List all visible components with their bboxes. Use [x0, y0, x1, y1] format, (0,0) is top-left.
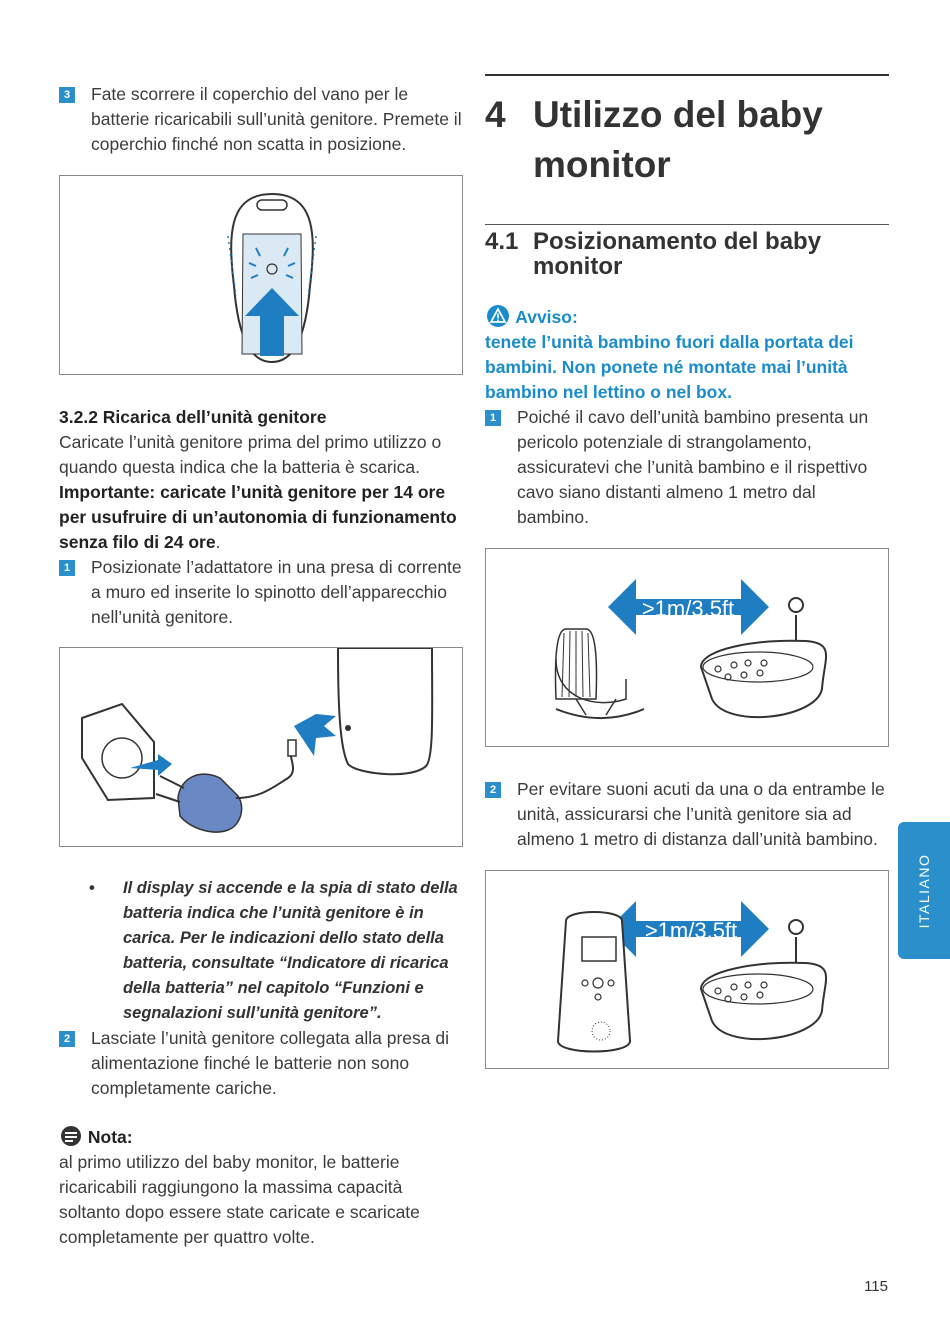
step-text: Fate scorrere il coperchio del vano per le batterie ricaricabili sull’unità genitore. Premete il coperchio finché non scatta in posizione. [91, 84, 462, 154]
step-text: Lasciate l’unità genitore collegata alla presa di alimentazione finché le batterie non sono completamente cariche. [91, 1028, 450, 1098]
step-1 [59, 555, 464, 630]
section-title: Posizionamento del baby monitor [533, 228, 822, 280]
warning-text: tenete l’unità bambino fuori dalla portata dei bambini. Non ponete né montate mai l’unità bambino nel lettino o nel box. [485, 332, 854, 402]
step-text: Per evitare suoni acuti da una o da entrambe le unità, assicurarsi che l’unità genitore sia ad almeno 1 metro di distanza dall’unità bambino. [517, 779, 885, 849]
step-1 [485, 405, 889, 530]
units-distance-figure [485, 870, 889, 1069]
chapter-number: 4 [485, 94, 506, 135]
bullet-display-info [59, 876, 464, 1026]
distance-label: >1m/3.5ft [644, 918, 738, 943]
language-tab [898, 822, 950, 959]
step-number: 2 [59, 1031, 75, 1047]
right-step-2-block [485, 777, 889, 852]
step-number: 1 [485, 410, 501, 426]
important-bold: Importante: caricate l’unità genitore per 14 ore per usufruire di un’autonomia di funzionamento senza filo di 24 ore [59, 482, 457, 552]
section-intro: Caricate l’unità genitore prima del primo utilizzo o quando questa indica che la batteria è scarica. [59, 432, 442, 477]
step-number: 3 [59, 87, 75, 103]
distance-label: >1m/3.5ft [641, 596, 735, 621]
warning-header [485, 305, 889, 330]
page-number: 115 [864, 1278, 888, 1295]
bullet-text: Il display si accende e la spia di stato della batteria indica che l’unità genitore è in carica. Per le indicazioni dello stato della batteria, consultate “Indicatore di ricarica della batteria” nel capitolo “Funzioni e segnalazioni sull’unità genitore”. [123, 879, 458, 1022]
step-2 [59, 1026, 464, 1101]
adapter-illustration [60, 648, 462, 846]
left-column [59, 82, 464, 157]
section-number: 4.1 [485, 228, 519, 255]
step-2 [485, 777, 889, 852]
left-column-lower [59, 876, 464, 1101]
step-3 [59, 82, 464, 157]
note-text: al primo utilizzo del baby monitor, le batterie ricaricabili raggiungono la massima capacità soltanto dopo essere state caricate e scaricate completamente per quattro volte. [59, 1152, 420, 1247]
step-text: Posizionate l’adattatore in una presa di corrente a muro ed inserite lo spinotto dell’apparecchio nell’unità genitore. [91, 557, 462, 627]
note-block [59, 1125, 464, 1250]
language-tab-label: ITALIANO [916, 853, 932, 928]
section-title-block [485, 229, 889, 279]
step-number: 2 [485, 782, 501, 798]
chapter-header [485, 74, 889, 190]
adapter-figure [59, 647, 463, 847]
chapter-title: Utilizzo del baby monitor [533, 94, 823, 185]
step-text: Poiché il cavo dell’unità bambino presenta un pericolo potenziale di strangolamento, assicuratevi che l’unità bambino e il rispettivo cavo siano distanti almeno 1 metro dal bambino. [517, 407, 869, 527]
step-number: 1 [59, 560, 75, 576]
units-distance-illustration [486, 871, 888, 1068]
bullet-mark: • [89, 879, 95, 897]
important-note [59, 480, 464, 555]
note-label: Nota: [87, 1127, 133, 1147]
warning-block [485, 305, 889, 530]
parent-unit-back-illustration [60, 176, 462, 374]
warning-label: Avviso: [515, 307, 578, 327]
section-header [485, 224, 889, 279]
crib-distance-figure [485, 548, 889, 747]
note-icon [59, 1126, 83, 1146]
left-column-middle [59, 405, 464, 630]
crib-distance-illustration [486, 549, 888, 746]
warning-icon [485, 305, 511, 327]
battery-cover-figure [59, 175, 463, 375]
important-tail: . [215, 532, 221, 552]
chapter-title-block [485, 90, 889, 190]
section-heading: 3.2.2 Ricarica dell’unità genitore [59, 407, 327, 427]
note-header [59, 1125, 464, 1150]
